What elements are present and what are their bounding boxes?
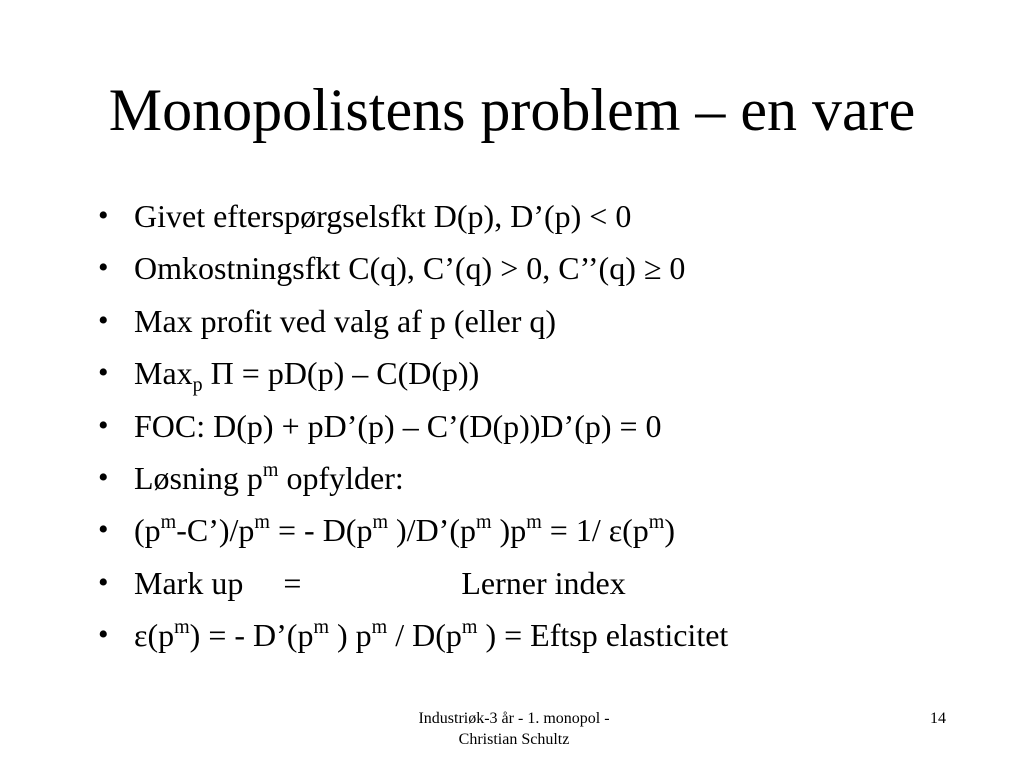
bullet-item bbox=[98, 400, 998, 452]
text-run: ) p bbox=[329, 617, 372, 654]
bullet-marker: • bbox=[98, 565, 109, 599]
bullet-text: FOC: D(p) + pD’(p) – C’(D(p))D’(p) = 0 bbox=[134, 407, 662, 444]
superscript: m bbox=[461, 616, 478, 639]
bullet-marker: • bbox=[98, 408, 109, 442]
bullet-item bbox=[98, 504, 998, 556]
bullet-item bbox=[98, 557, 998, 609]
superscript: m bbox=[254, 511, 270, 534]
text-run: (p bbox=[134, 512, 161, 549]
bullet-item bbox=[98, 609, 998, 661]
text-run: -C’)/p bbox=[176, 512, 255, 549]
text-run: / D(p bbox=[387, 617, 462, 654]
bullet-list bbox=[98, 190, 998, 662]
text-run: Max bbox=[134, 355, 193, 392]
text-run: ) = - D’(p bbox=[189, 617, 314, 654]
slide-title: Monopolistens problem – en vare bbox=[108, 77, 916, 143]
text-run: = 1/ ε(p bbox=[541, 512, 649, 549]
bullet-item bbox=[98, 190, 998, 242]
slide-footer bbox=[380, 708, 648, 750]
footer-line-2: Christian Schultz bbox=[458, 731, 570, 748]
footer-line-1: Industriøk-3 år - 1. monopol - bbox=[418, 710, 610, 727]
bullet-text bbox=[134, 617, 728, 653]
superscript: m bbox=[160, 511, 177, 534]
superscript: m bbox=[313, 616, 329, 639]
subscript: p bbox=[192, 374, 203, 397]
bullet-text: Omkostningsfkt C(q), C’(q) > 0, C’’(q) ≥ 0 bbox=[134, 250, 686, 287]
bullet-text bbox=[134, 512, 675, 548]
text-run: Løsning p bbox=[134, 459, 263, 496]
bullet-text bbox=[134, 355, 480, 397]
superscript: m bbox=[475, 511, 492, 534]
page-number: 14 bbox=[930, 710, 946, 727]
text-run: Π = pD(p) – C(D(p)) bbox=[202, 355, 480, 392]
bullet-marker: • bbox=[98, 513, 109, 547]
bullet-text: Mark up = Lerner index bbox=[134, 564, 626, 601]
bullet-text: Givet efterspørgselsfkt D(p), D’(p) < 0 bbox=[134, 198, 632, 234]
text-run: ε(p bbox=[134, 617, 175, 654]
text-run: )p bbox=[491, 512, 527, 549]
bullet-marker: • bbox=[98, 303, 109, 337]
bullet-text bbox=[134, 460, 404, 496]
superscript: m bbox=[526, 511, 542, 534]
bullet-item bbox=[98, 295, 998, 347]
bullet-marker: • bbox=[98, 618, 109, 652]
superscript: m bbox=[262, 458, 279, 481]
text-run: = - D(p bbox=[269, 512, 373, 549]
superscript: m bbox=[648, 511, 665, 534]
superscript: m bbox=[371, 616, 388, 639]
bullet-item bbox=[98, 347, 998, 399]
text-run: )/D’(p bbox=[388, 512, 476, 549]
bullet-marker: • bbox=[98, 356, 109, 390]
bullet-text: Max profit ved valg af p (eller q) bbox=[134, 302, 557, 339]
bullet-marker: • bbox=[98, 251, 109, 285]
bullet-marker: • bbox=[98, 460, 109, 494]
superscript: m bbox=[174, 616, 190, 639]
bullet-item bbox=[98, 452, 998, 504]
text-run: opfylder: bbox=[278, 459, 404, 496]
text-run: ) = Eftsp elasticitet bbox=[477, 617, 729, 654]
bullet-marker: • bbox=[98, 199, 109, 232]
superscript: m bbox=[372, 511, 389, 534]
bullet-item bbox=[98, 242, 998, 294]
text-run: ) bbox=[664, 512, 676, 549]
